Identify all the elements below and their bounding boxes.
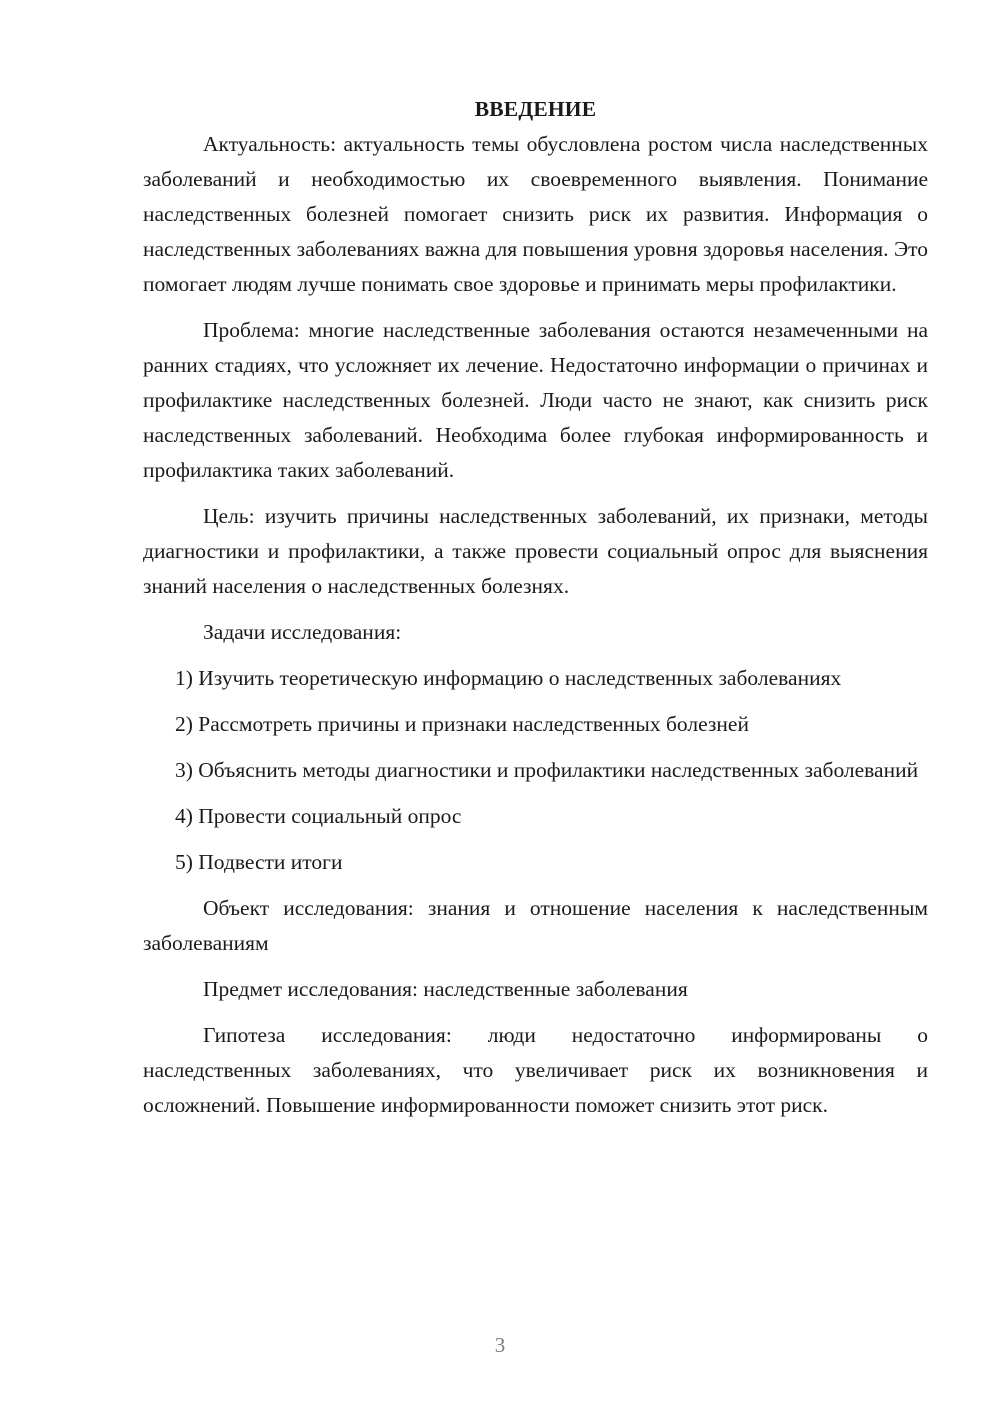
hypothesis-paragraph: Гипотеза исследования: люди недостаточно информированы о наследственных заболеваниях, что увеличивает риск их возникновения и осложнений. Повышение информированности поможет снизить этот риск. [143,1023,928,1117]
task-item: 5) Подвести итоги [175,850,343,874]
tasks-heading: Задачи исследования: [203,620,402,644]
goal-paragraph: Цель: изучить причины наследственных заболеваний, их признаки, методы диагностики и профилактики, а также провести социальный опрос для выяснения знаний населения о наследственных болезнях. [143,504,928,598]
task-item: 4) Провести социальный опрос [175,804,462,828]
page-title: ВВЕДЕНИЕ [474,97,597,121]
task-item: 1) Изучить теоретическую информацию о наследственных заболеваниях [175,666,842,690]
page-content [143,92,928,1123]
relevance-paragraph: Актуальность: актуальность темы обусловлена ростом числа наследственных заболеваний и необходимостью их своевременного выявления. Понимание наследственных болезней помогает снизить риск их развития. Информация о наследственных заболеваниях важна для повышения уровня здоровья населения. Это помогает людям лучше понимать свое здоровье и принимать меры профилактики. [143,132,928,296]
task-item: 2) Рассмотреть причины и признаки наследственных болезней [175,712,749,736]
subject-paragraph: Предмет исследования: наследственные заболевания [203,977,688,1001]
task-item: 3) Объяснить методы диагностики и профилактики наследственных заболеваний [175,758,919,782]
problem-paragraph: Проблема: многие наследственные заболевания остаются незамеченными на ранних стадиях, что усложняет их лечение. Недостаточно информации о причинах и профилактике наследственных болезней. Люди часто не знают, как снизить риск наследственных заболеваний. Необходима более глубокая информированность и профилактика таких заболеваний. [143,318,928,482]
object-paragraph: Объект исследования: знания и отношение населения к наследственным заболеваниям [143,896,928,955]
page-number: 3 [494,1333,506,1357]
